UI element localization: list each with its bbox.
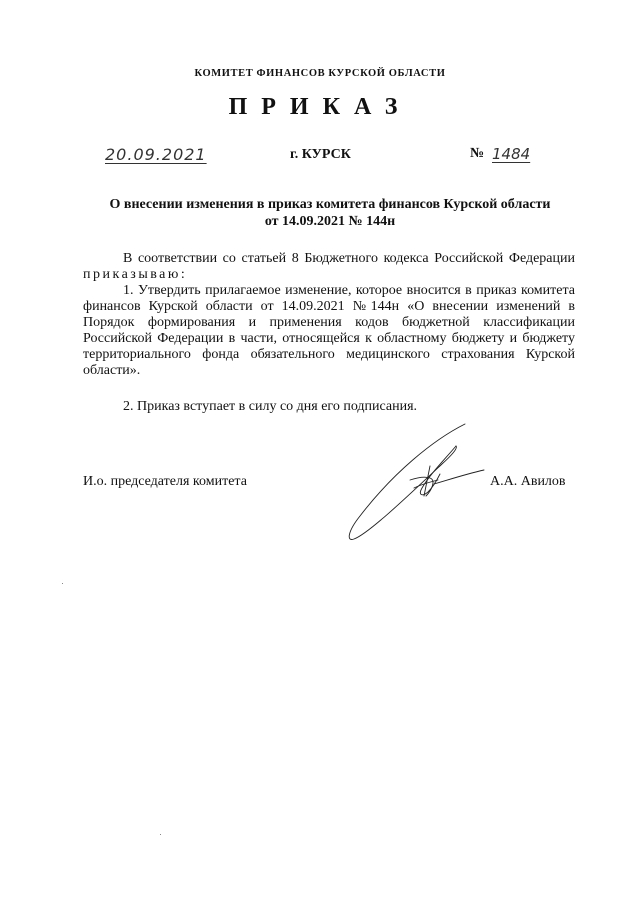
item-2-paragraph: 2. Приказ вступает в силу со дня его подписания.	[123, 399, 418, 414]
subject-line-1: О внесении изменения в приказ комитета финансов Курской области	[109, 197, 551, 212]
order-number: 1484	[492, 145, 531, 163]
intro-paragraph	[83, 251, 575, 283]
signatory-name: А.А. Авилов	[490, 474, 566, 489]
intro-verb: приказываю:	[83, 267, 188, 282]
scan-speck	[62, 583, 63, 584]
intro-text: В соответствии со статьей 8 Бюджетного кодекса Российской Федерации	[123, 251, 575, 266]
signatory-position: И.о. председателя комитета	[83, 474, 247, 489]
order-body	[83, 251, 575, 415]
document-title: ПРИКАЗ	[228, 94, 412, 120]
organization-header: КОМИТЕТ ФИНАНСОВ КУРСКОЙ ОБЛАСТИ	[194, 68, 446, 79]
scan-speck	[160, 834, 161, 835]
order-subject	[60, 196, 600, 230]
item-1-paragraph: 1. Утвердить прилагаемое изменение, которое вносится в приказ комитета финансов Курской области от 14.09.2021 №144н «О внесении изменений в Порядок формирования и применения кодов бюджетной классификации Российской Федерации в части, относящейся к областному бюджету и бюджету территориального фонда обязательного медицинского страхования Курской области».	[83, 283, 575, 378]
subject-line-2: от 14.09.2021 № 144н	[264, 214, 396, 229]
order-number-label: №	[470, 146, 485, 161]
order-date: 20.09.2021	[105, 145, 207, 164]
order-city: г. КУРСК	[290, 147, 351, 162]
handwritten-signature-icon	[338, 418, 488, 553]
